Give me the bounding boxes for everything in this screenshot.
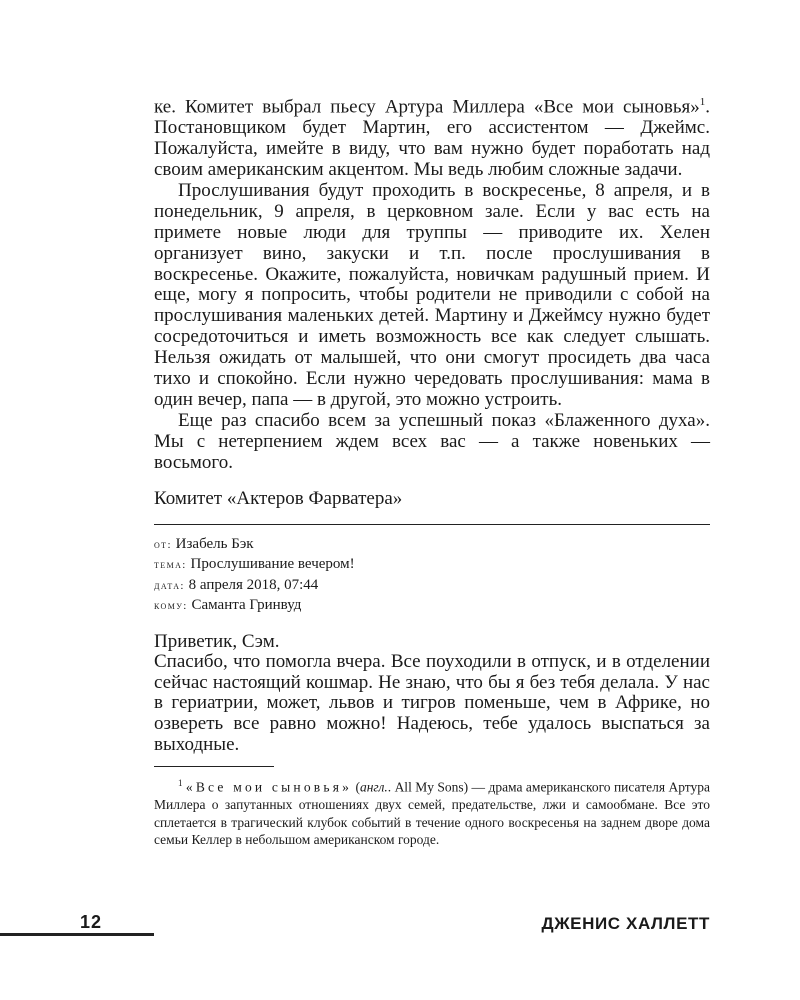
email-subject: тема: Прослушивание вечером! <box>154 556 355 573</box>
paragraph: Прослушивания будут проходить в воскресенье, 8 апреля, и в понедельник, 9 апреля, в церковном зале. Если у вас есть на примете новые люди для труппы — приводите их. Хелен организует вино, закуски и т.п. после прослушивания в воскресенье. Окажите, пожалуйста, новичкам радушный прием. И еще, могу я попросить, чтобы родители не приводили с собой на прослушивания маленьких детей. Мартину и Джеймсу нужно будет сосредоточиться и иметь возможность все как следует слышать. Нельзя ожидать от малышей, что они смогут просидеть два часа тихо и спокойно. Если нужно чередовать прослушивания: мама в один вечер, папа — в другой, это можно устроить. <box>154 179 710 411</box>
footnote: $^1$ «Все мои сыновья» (англ.. All My Sons) — драма американского писателя Артура Миллера о запутанных отношениях двух семей, предательстве, лжи и самообмане. Все это сплетается в трагический клубок событий в течение одного воскресенья на заднем дворе дома семьи Келлер в небольшом американском городе. <box>154 778 710 848</box>
text: ке. Комитет выбрал пьесу Артура Миллера «Все мои сыновья» <box>154 96 700 118</box>
running-author: ДЖЕНИС ХАЛЛЕТТ <box>541 914 710 933</box>
footnote-reference[interactable]: 1 <box>699 96 706 108</box>
email-header <box>154 535 710 617</box>
email-from: от: Изабель Бэк <box>154 535 254 552</box>
paragraph: Еще раз спасибо всем за успешный показ «Блаженного духа». Мы с нетерпением ждем всех вас — а также новеньких — восьмого. <box>154 409 710 473</box>
footnote-divider <box>154 766 274 767</box>
email-to: кому: Саманта Гринвуд <box>154 597 302 614</box>
footnote-text: — драма американского писателя Артура Миллера о запутанных отношениях двух семей, предательстве, лжи и самообмане. Все это сплетается в трагический клубок событий в течение одного воскресенья на заднем дворе дома семьи Келлер в небольшом американском городе. <box>154 779 710 848</box>
divider <box>154 524 710 525</box>
paragraph <box>154 92 710 181</box>
footnote-title: «Все мои сыновья» <box>185 779 353 795</box>
footnote-original-title: All My Sons <box>394 779 464 795</box>
email-text: Спасибо, что помогла вчера. Все поуходили в отпуск, и в отделении сейчас настоящий кошмар. Не знаю, что бы я без тебя делала. У нас в гериатрии, может, львов и тигров поменьше, чем в Африке, но озвереть все равно можно! Надеюсь, тебе удалось выспаться за выходные. <box>154 650 710 756</box>
page-footer <box>0 912 800 942</box>
footnote-lang: англ. <box>359 779 388 795</box>
footnote-mark: 1 <box>178 778 183 789</box>
text: . Постановщиком будет Мартин, его ассистентом — Джеймс. Пожалуйста, имейте в виду, что вам нужно будет поработать над своим американским акцентом. Мы ведь любим сложные задачи. <box>154 96 710 181</box>
page-number: 12 <box>80 912 103 932</box>
page-body <box>154 92 710 849</box>
signature: Комитет «Актеров Фарватера» <box>154 487 403 509</box>
page-number-bar <box>0 933 154 936</box>
email-greeting: Приветик, Сэм. <box>154 630 280 652</box>
email-date: дата: 8 апреля 2018, 07:44 <box>154 576 319 593</box>
